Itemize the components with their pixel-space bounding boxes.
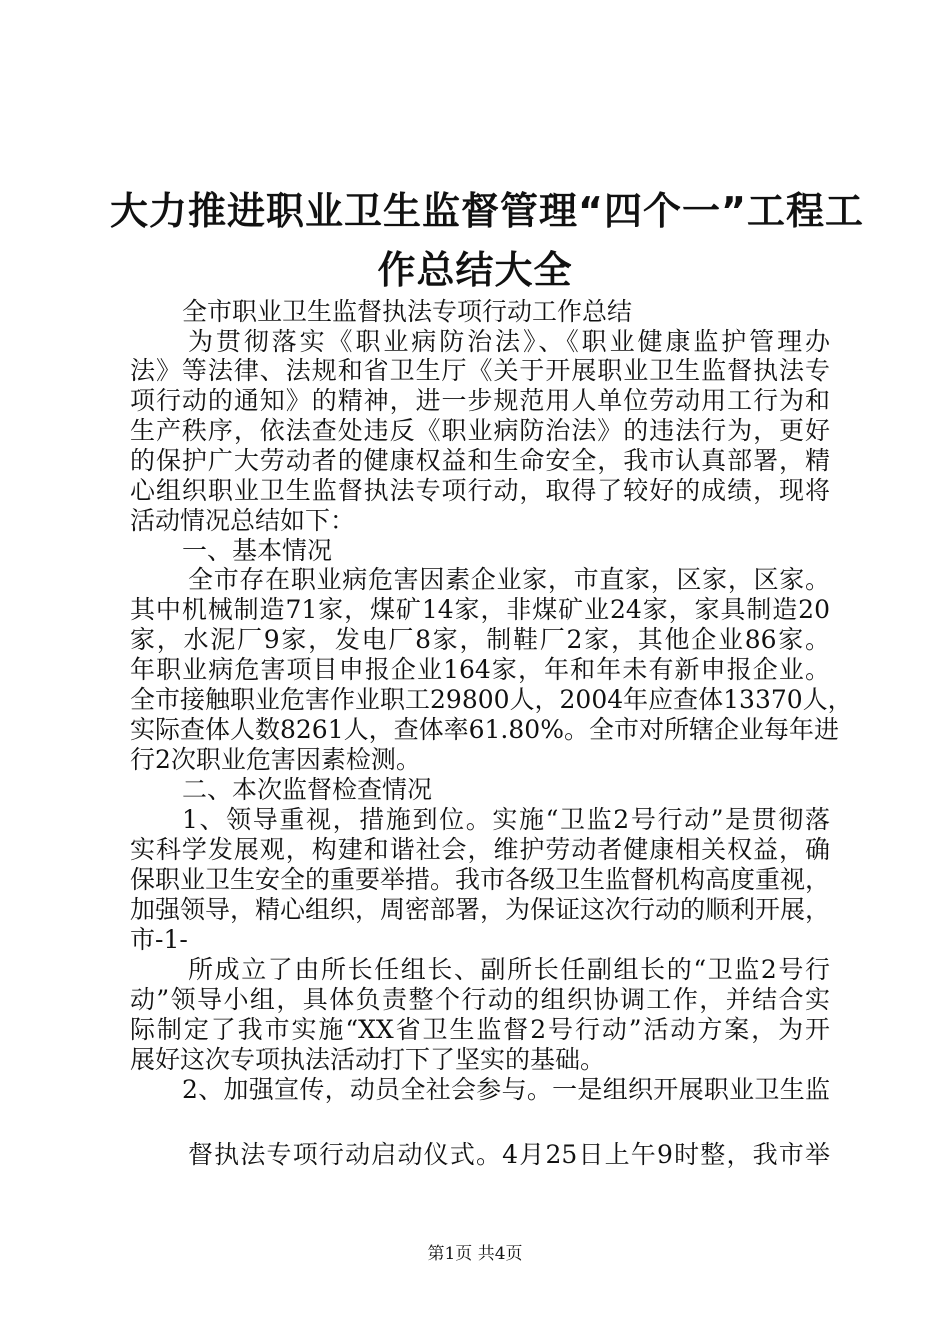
paragraph-line: 家，水泥厂9家，发电厂8家，制鞋厂2家，其他企业86家。 (130, 625, 830, 654)
paragraph-line: 加强领导，精心组织，周密部署，为保证这次行动的顺利开展， (130, 895, 831, 924)
paragraph-line: 督执法专项行动启动仪式。4月25日上午9时整，我市举 (188, 1140, 830, 1169)
paragraph-line: 其中机械制造71家，煤矿14家，非煤矿业24家，家具制造20 (130, 595, 830, 624)
section-heading: 一、基本情况 (182, 536, 333, 565)
paragraph-line: 项行动的通知》的精神，进一步规范用人单位劳动用工行为和 (130, 386, 830, 415)
paragraph-line: 2、加强宣传，动员全社会参与。一是组织开展职业卫生监 (182, 1075, 830, 1104)
paragraph-line: 心组织职业卫生监督执法专项行动，取得了较好的成绩，现将 (130, 476, 830, 505)
paragraph-line: 1、领导重视，措施到位。实施“卫监2号行动”是贯彻落 (182, 805, 830, 834)
paragraph-line: 全市接触职业危害作业职工29800人，2004年应查体13370人， (130, 685, 853, 714)
paragraph-line: 保职业卫生安全的重要举措。我市各级卫生监督机构高度重视， (130, 865, 831, 894)
paragraph-line: 全市存在职业病危害因素企业家，市直家，区家，区家。 (188, 565, 830, 594)
paragraph-line: 实科学发展观，构建和谐社会，维护劳动者健康相关权益，确 (130, 835, 830, 864)
document-title-line-1: 大力推进职业卫生监督管理“四个一”工程工 (110, 189, 864, 233)
document-subtitle: 全市职业卫生监督执法专项行动工作总结 (182, 297, 633, 326)
paragraph-line: 行2次职业危害因素检测。 (130, 745, 421, 774)
paragraph-line: 市-1- (130, 925, 188, 954)
document-title-line-2: 作总结大全 (377, 248, 573, 292)
section-heading: 二、本次监督检查情况 (182, 775, 433, 804)
page-number-footer: 第1页 共4页 (427, 1244, 523, 1264)
paragraph-line: 动”领导小组，具体负责整个行动的组织协调工作，并结合实 (130, 985, 830, 1014)
paragraph-line: 展好这次专项执法活动打下了坚实的基础。 (130, 1045, 606, 1074)
paragraph-line: 的保护广大劳动者的健康权益和生命安全，我市认真部署，精 (130, 446, 830, 475)
paragraph-line: 实际查体人数8261人，查体率61.80%。全市对所辖企业每年进 (130, 715, 839, 744)
paragraph-line: 法》等法律、法规和省卫生厅《关于开展职业卫生监督执法专 (130, 356, 830, 385)
paragraph-line: 年职业病危害项目申报企业164家，年和年未有新申报企业。 (130, 655, 830, 684)
paragraph-line: 活动情况总结如下： (130, 506, 356, 535)
paragraph-line: 为贯彻落实《职业病防治法》、《职业健康监护管理办 (188, 327, 830, 356)
paragraph-line: 所成立了由所长任组长、副所长任副组长的“卫监2号行 (188, 955, 830, 984)
paragraph-line: 生产秩序，依法查处违反《职业病防治法》的违法行为，更好 (130, 416, 830, 445)
paragraph-line: 际制定了我市实施“XX省卫生监督2号行动”活动方案，为开 (130, 1015, 830, 1044)
